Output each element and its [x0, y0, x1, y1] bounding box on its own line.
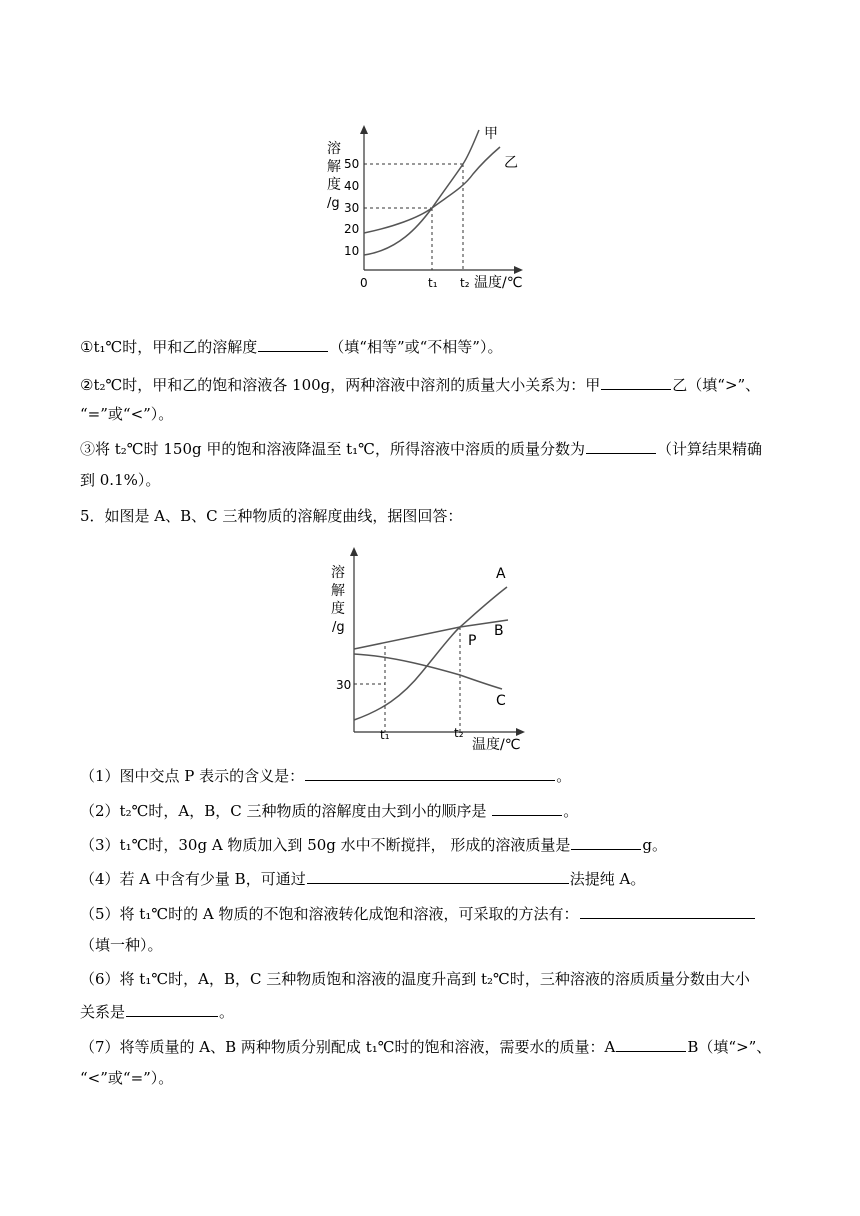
question-1: ①t₁℃时，甲和乙的溶解度 （填“相等”或“不相等”）。 — [80, 338, 503, 356]
question-5-3: （3）t₁℃时，30g A 物质加入到 50g 水中不断搅拌， 形成的溶液质量是 g。 — [80, 836, 668, 854]
y-axis-arrow — [360, 125, 368, 134]
answer-blank[interactable] — [580, 903, 755, 919]
question-2-cont: “=”或“<”）。 — [80, 405, 174, 423]
y-axis-label-char: 溶 — [327, 141, 341, 157]
y-tick-label: 10 — [344, 244, 360, 258]
y-axis-label-char: 解 — [327, 159, 341, 175]
curve-c — [354, 654, 502, 689]
question-2: ②t₂℃时，甲和乙的饱和溶液各 100g，两种溶液中溶剂的质量大小关系为：甲 乙（填“>”、 — [80, 376, 761, 394]
y-tick-label: 20 — [344, 222, 360, 236]
x-tick-label: t₂ — [454, 726, 464, 740]
y-axis-label-char: /g — [332, 620, 345, 635]
question-5-7-cont: “<”或“=”）。 — [80, 1069, 174, 1087]
y-axis-label-char: 溶 — [331, 565, 345, 581]
question-3-cont: 到 0.1%）。 — [80, 471, 161, 489]
y-tick-label: 40 — [344, 179, 360, 193]
y-tick-label: 30 — [344, 201, 360, 215]
answer-blank[interactable] — [601, 374, 671, 390]
curve-label-a: A — [496, 566, 506, 582]
y-axis-label-char: 解 — [331, 583, 345, 599]
y-axis-label-char: 度 — [327, 177, 341, 193]
curve-jia — [364, 130, 479, 255]
y-axis-label-char: 度 — [331, 601, 345, 617]
y-axis-label-char: /g — [327, 196, 340, 211]
answer-blank[interactable] — [616, 1036, 686, 1052]
solubility-chart-2 — [322, 542, 532, 755]
curve-b — [354, 620, 508, 649]
y-axis-arrow — [350, 547, 358, 556]
question-5-2: （2）t₂℃时，A，B，C 三种物质的溶解度由大到小的顺序是 。 — [80, 802, 579, 820]
y-tick-label: 50 — [344, 157, 360, 171]
y-tick-label: 30 — [336, 678, 352, 692]
x-axis-label: 温度/℃ — [472, 737, 521, 753]
question-5-5-cont: （填一种）。 — [80, 936, 163, 954]
point-label-p: P — [468, 633, 477, 649]
question-3: ③将 t₂℃时 150g 甲的饱和溶液降温至 t₁℃，所得溶液中溶质的质量分数为 （计算结果精确 — [80, 440, 762, 458]
answer-blank[interactable] — [492, 800, 562, 816]
question-5-5: （5）将 t₁℃时的 A 物质的不饱和溶液转化成饱和溶液，可采取的方法有： — [80, 903, 784, 924]
question-5-title: 5．如图是 A、B、C 三种物质的溶解度曲线，据图回答： — [80, 507, 463, 525]
curve-label-jia: 甲 — [484, 126, 498, 142]
answer-blank[interactable] — [258, 336, 328, 352]
curve-label-yi: 乙 — [504, 155, 518, 171]
answer-blank[interactable] — [571, 834, 641, 850]
answer-blank[interactable] — [586, 438, 656, 454]
answer-blank[interactable] — [126, 1001, 218, 1017]
origin-label: 0 — [360, 276, 368, 290]
curve-label-b: B — [494, 623, 504, 639]
curve-a — [354, 587, 507, 720]
question-5-6: （6）将 t₁℃时，A，B，C 三种物质饱和溶液的温度升高到 t₂℃时，三种溶液的溶质质量分数由大小 — [80, 970, 750, 988]
x-tick-label: t₁ — [428, 276, 438, 290]
question-5-1: （1）图中交点 P 表示的含义是： 。 — [80, 767, 572, 785]
x-axis-arrow — [514, 266, 523, 274]
curve-label-c: C — [496, 693, 506, 709]
x-tick-label: t₂ — [460, 276, 470, 290]
x-axis-label: 温度/℃ — [474, 275, 523, 291]
answer-blank[interactable] — [305, 765, 555, 781]
question-5-7: （7）将等质量的 A、B 两种物质分别配成 t₁℃时的饱和溶液，需要水的质量：A B（填“>”、 — [80, 1038, 772, 1056]
answer-blank[interactable] — [307, 868, 569, 884]
x-axis-arrow — [516, 728, 525, 736]
question-5-6-cont: 关系是 。 — [80, 1003, 235, 1021]
question-5-4: （4）若 A 中含有少量 B，可通过 法提纯 A。 — [80, 870, 646, 888]
x-tick-label: t₁ — [380, 728, 390, 742]
solubility-chart-1 — [318, 122, 533, 294]
